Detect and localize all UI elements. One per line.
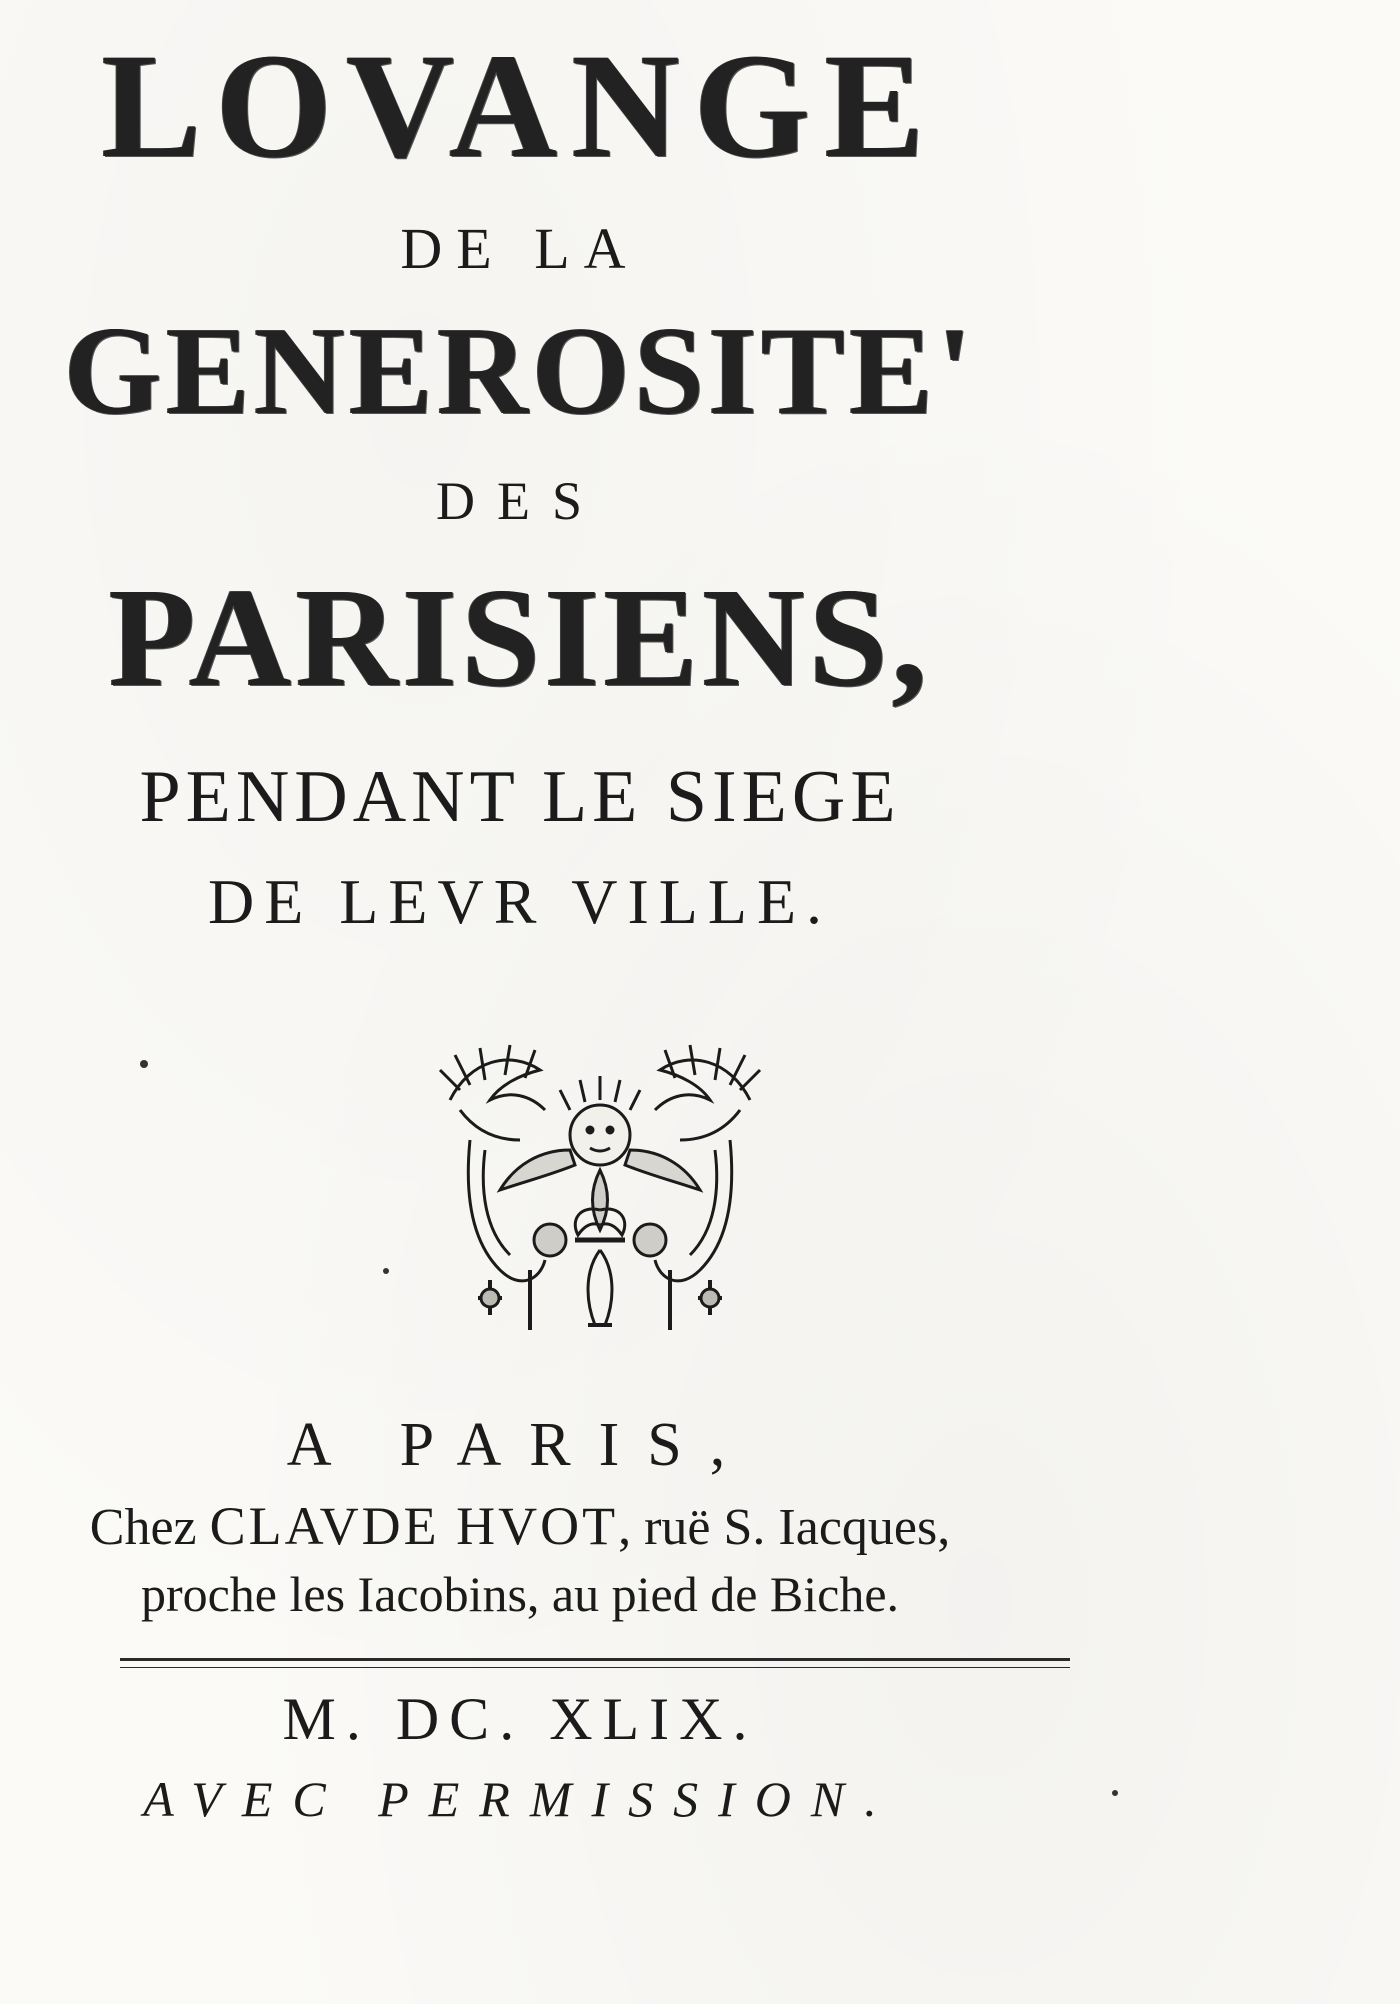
ink-speck — [1112, 1790, 1118, 1796]
cherub-fleuron-ornament-icon — [430, 1040, 770, 1340]
imprint-printer-prefix: Chez — [89, 1499, 210, 1556]
title-line-de-la: DE LA — [400, 216, 640, 281]
imprint-printer — [0, 1495, 1220, 1557]
ink-speck — [383, 1268, 389, 1274]
ink-speck — [140, 1060, 148, 1068]
imprint-printer-name: CLAVDE HVOT — [209, 1496, 619, 1556]
title-line-generosite: GENEROSITE' — [63, 302, 977, 441]
title-line-des: DES — [435, 471, 604, 531]
imprint-city: A PARIS, — [286, 1411, 754, 1479]
title-line-lovange: LOVANGE — [101, 23, 939, 189]
permission-statement: AVEC PERMISSION. — [143, 1771, 897, 1827]
double-rule-divider — [120, 1658, 1070, 1668]
title-line-de-leur-ville: DE LEVR VILLE. — [207, 866, 833, 937]
publication-date: M. DC. XLIX. — [282, 1686, 758, 1752]
imprint-address: proche les Iacobins, au pied de Biche. — [140, 1566, 900, 1622]
imprint-printer-suffix: , ruë S. Iacques, — [618, 1499, 951, 1556]
title-line-parisiens: PARISIENS, — [108, 558, 932, 716]
title-line-pendant-le-siege: PENDANT LE SIEGE — [139, 756, 901, 838]
